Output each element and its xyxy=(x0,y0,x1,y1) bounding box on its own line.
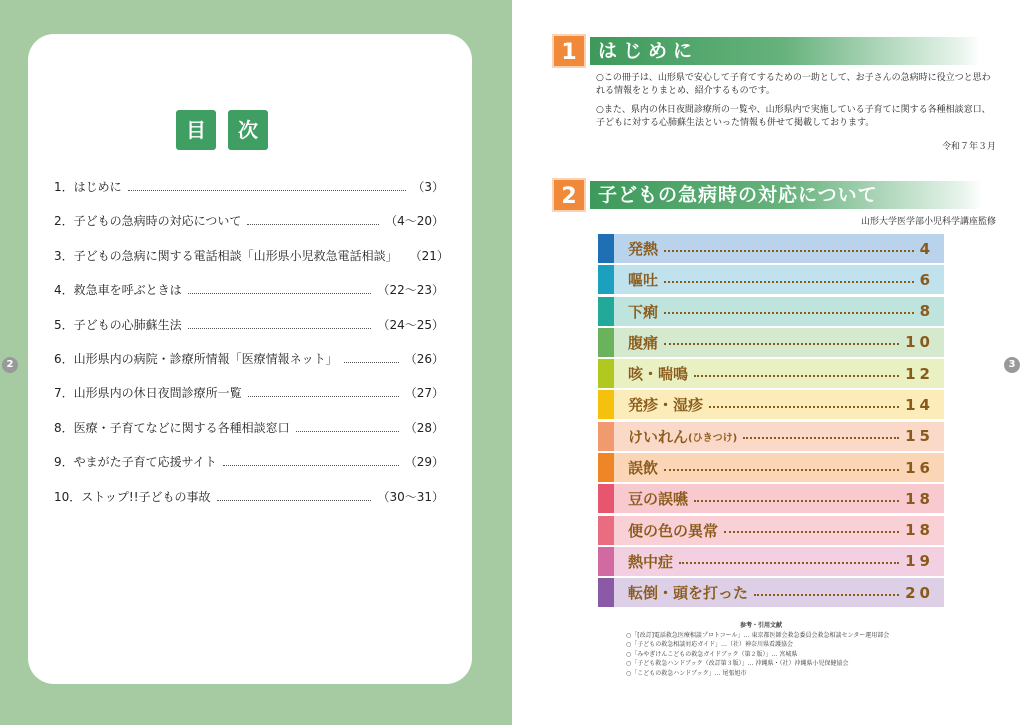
symptom-page: 16 xyxy=(905,458,934,477)
reference-item: ○「子どもの救急相談対応ガイド」…（社）神奈川県看護協会 xyxy=(626,641,794,648)
symptom-color-tab xyxy=(598,390,614,419)
symptom-item[interactable] xyxy=(598,516,944,545)
reference-item: ○「[改訂]電話救急医療相談プロトコール」… 東京都医師会救急委員会救急相談センター運用部会 xyxy=(626,631,890,639)
symptom-color-tab xyxy=(598,516,614,545)
toc-item-page: （26） xyxy=(404,352,444,366)
toc-item-page: （21） xyxy=(409,249,449,263)
symptom-page: 10 xyxy=(905,333,934,352)
toc-item-page: （24～25） xyxy=(377,318,444,332)
symptom-color-tab xyxy=(598,547,614,576)
toc-item[interactable] xyxy=(54,281,444,298)
toc-item-label: 9．やまがた子育て応援サイト xyxy=(54,455,217,469)
symptom-page: 18 xyxy=(905,489,934,508)
reference-item: ○「子ども救急ハンドブック（改訂第３版）」… 沖縄県・（社）沖縄県小児保健協会 xyxy=(626,660,849,667)
symptom-page: 12 xyxy=(905,364,934,383)
toc-item-page: （27） xyxy=(404,386,444,400)
section-2-number: 2 xyxy=(552,178,586,212)
symptom-color-tab xyxy=(598,297,614,326)
toc-item-label: 1．はじめに xyxy=(54,180,122,194)
toc-item[interactable] xyxy=(54,247,449,264)
toc-item[interactable] xyxy=(54,316,444,333)
toc-item-label: 5．子どもの心肺蘇生法 xyxy=(54,318,182,332)
symptom-color-tab xyxy=(598,234,614,263)
toc-item-page: （29） xyxy=(404,455,444,469)
section-1-title: はじめに xyxy=(590,37,980,65)
symptom-color-tab xyxy=(598,578,614,607)
toc-item[interactable] xyxy=(54,488,444,505)
section-2-title: 子どもの急病時の対応について xyxy=(590,181,982,209)
symptom-color-tab xyxy=(598,453,614,482)
symptom-item[interactable] xyxy=(598,328,944,357)
section-1-number: 1 xyxy=(552,34,586,68)
section-1-header xyxy=(552,34,980,68)
symptom-color-tab xyxy=(598,265,614,294)
toc-item-page: （30～31） xyxy=(377,490,444,504)
symptom-label: 腹痛 xyxy=(628,333,659,352)
symptom-page: 19 xyxy=(905,552,934,571)
symptom-item[interactable] xyxy=(598,265,944,294)
toc-item-page: （28） xyxy=(404,421,444,435)
symptom-label: 誤飲 xyxy=(628,459,659,478)
toc-title-char-2: 次 xyxy=(228,110,268,150)
publish-date: 令和７年３月 xyxy=(941,142,996,152)
symptom-label: 熱中症 xyxy=(628,552,674,571)
toc-item-label: 2．子どもの急病時の対応について xyxy=(54,214,242,228)
toc-item-label: 10．ストップ!!子どもの事故 xyxy=(54,490,211,504)
toc-item-label: 3．子どもの急病に関する電話相談「山形県小児救急電話相談」 xyxy=(54,249,398,263)
symptom-label: 嘔吐 xyxy=(628,271,659,290)
page-number-left: 2 xyxy=(2,357,18,373)
toc-item-label: 6．山形県内の病院・診療所情報「医療情報ネット」 xyxy=(54,352,338,366)
symptom-item[interactable] xyxy=(598,422,944,451)
toc-item-page: （22～23） xyxy=(377,283,444,297)
page-number-right: 3 xyxy=(1004,357,1020,373)
symptom-page: 4 xyxy=(919,239,934,258)
symptom-label: 咳・喘鳴 xyxy=(628,365,689,384)
symptom-item[interactable] xyxy=(598,234,944,263)
toc-item-page: （4～20） xyxy=(385,214,444,228)
symptom-item[interactable] xyxy=(598,578,944,607)
toc-item[interactable] xyxy=(54,453,444,470)
section-2-header xyxy=(552,178,982,212)
symptom-label: 便の色の異常 xyxy=(628,521,719,540)
symptom-label: けいれん xyxy=(628,427,689,446)
symptom-page: 15 xyxy=(905,427,934,446)
symptom-page: 18 xyxy=(905,521,934,540)
toc-title xyxy=(176,110,268,150)
symptom-item[interactable] xyxy=(598,390,944,419)
symptom-page: 14 xyxy=(905,395,934,414)
symptom-page: 6 xyxy=(919,270,934,289)
toc-item[interactable] xyxy=(54,350,444,367)
symptom-item[interactable] xyxy=(598,359,944,388)
reference-item: ○「みやぎけんこどもの救急ガイドブック（第２版）」… 宮城県 xyxy=(626,650,798,658)
symptom-item[interactable] xyxy=(598,297,944,326)
symptom-item[interactable] xyxy=(598,453,944,482)
intro-paragraph-1: ○この冊子は、山形県で安心して子育てするための一助として、お子さんの急病時に役立つと思われる情報をとりまとめ、紹介するものです。 xyxy=(596,73,991,96)
symptom-color-tab xyxy=(598,359,614,388)
toc-item-label: 8．医療・子育てなどに関する各種相談窓口 xyxy=(54,421,290,435)
symptom-item[interactable] xyxy=(598,547,944,576)
toc-item-label: 7．山形県内の休日夜間診療所一覧 xyxy=(54,386,242,400)
symptom-label: 下痢 xyxy=(628,302,659,321)
toc-item[interactable] xyxy=(54,212,444,229)
toc-item-label: 4．救急車を呼ぶときは xyxy=(54,283,182,297)
toc-title-char-1: 目 xyxy=(176,110,216,150)
toc-item[interactable] xyxy=(54,384,444,401)
symptom-label: 発疹・湿疹 xyxy=(628,396,704,415)
symptom-sublabel: (ひきつけ) xyxy=(688,432,738,444)
symptom-page: 8 xyxy=(919,302,934,321)
intro-paragraph-2: ○また、県内の休日夜間診療所の一覧や、山形県内で実施している子育てに関する各種相談窓口、子どもに対する心肺蘇生法といった情報も併せて掲載しております。 xyxy=(596,105,991,128)
symptom-color-tab xyxy=(598,328,614,357)
references-title: 参考・引用文献 xyxy=(739,622,782,629)
symptom-color-tab xyxy=(598,422,614,451)
toc-item[interactable] xyxy=(54,178,444,195)
symptom-item[interactable] xyxy=(598,484,944,513)
symptom-label: 発熱 xyxy=(628,240,659,258)
symptom-color-tab xyxy=(598,484,614,513)
references xyxy=(626,621,956,678)
symptom-page: 20 xyxy=(905,583,934,602)
toc-item-page: （3） xyxy=(412,180,444,194)
supervisor-note: 山形大学医学部小児科学講座監修 xyxy=(860,217,996,227)
symptom-list xyxy=(598,234,944,610)
toc-item[interactable] xyxy=(54,419,444,436)
symptom-label: 豆の誤嚥 xyxy=(628,490,689,509)
symptom-label: 転倒・頭を打った xyxy=(628,584,749,603)
reference-item: ○「こどもの救急ハンドブック」… 尾張旭市 xyxy=(626,669,747,677)
